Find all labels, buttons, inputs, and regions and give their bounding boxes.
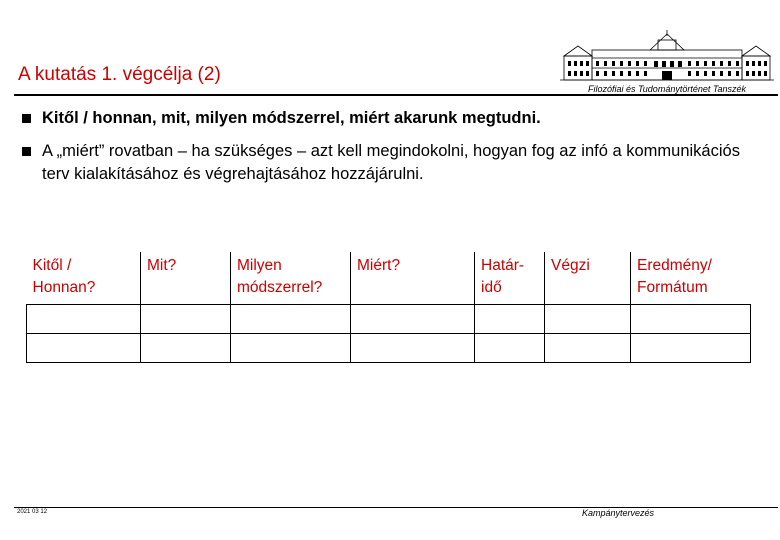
- table-cell[interactable]: [351, 304, 475, 333]
- footer-course-name: Kampánytervezés: [582, 508, 655, 518]
- bullet-text: Kitől / honnan, mit, milyen módszerrel, miért akarunk megtudni.: [42, 109, 541, 127]
- table-cell[interactable]: [631, 304, 751, 333]
- table-cell[interactable]: [631, 333, 751, 362]
- table-cell[interactable]: [231, 304, 351, 333]
- header-cell-owner: Végzi: [545, 252, 631, 304]
- table-cell[interactable]: [545, 304, 631, 333]
- table-row: [27, 304, 751, 333]
- table-cell[interactable]: [141, 333, 231, 362]
- table-cell[interactable]: [141, 304, 231, 333]
- bullet-square-icon: [22, 147, 31, 156]
- table-cell[interactable]: [27, 333, 141, 362]
- building-icon: [558, 28, 776, 82]
- header-cell-method: Milyen módszerrel?: [231, 252, 351, 304]
- table-cell[interactable]: [475, 333, 545, 362]
- table-cell[interactable]: [351, 333, 475, 362]
- bullet-item-1: [22, 107, 772, 130]
- bullet-square-icon: [22, 114, 31, 123]
- table-cell[interactable]: [475, 304, 545, 333]
- table-cell[interactable]: [545, 333, 631, 362]
- title-divider: [14, 94, 778, 96]
- bullet-item-2: [22, 140, 772, 186]
- university-logo: [558, 28, 776, 94]
- header-cell-why: Miért?: [351, 252, 475, 304]
- page-title: A kutatás 1. végcélja (2): [18, 64, 221, 85]
- header-cell-deadline: Határ- idő: [475, 252, 545, 304]
- table-row: [27, 333, 751, 362]
- logo-caption: Filozófiai és Tudománytörténet Tanszék: [587, 84, 747, 94]
- research-plan-table: [26, 252, 751, 363]
- footer-date: 2021 03 12: [17, 509, 48, 515]
- table-header-row: [27, 252, 751, 304]
- footer-divider: [14, 507, 778, 508]
- header-cell-source: Kitől / Honnan?: [27, 252, 141, 304]
- bullet-list: [22, 107, 772, 196]
- header-cell-result: Eredmény/ Formátum: [631, 252, 751, 304]
- table-cell[interactable]: [231, 333, 351, 362]
- bullet-text: A „miért” rovatban – ha szükséges – azt kell megindokolni, hogyan fog az infó a kommunikációs terv kialakításához és végrehajtásához hozzájárulni.: [42, 142, 740, 183]
- table-cell[interactable]: [27, 304, 141, 333]
- header-cell-what: Mit?: [141, 252, 231, 304]
